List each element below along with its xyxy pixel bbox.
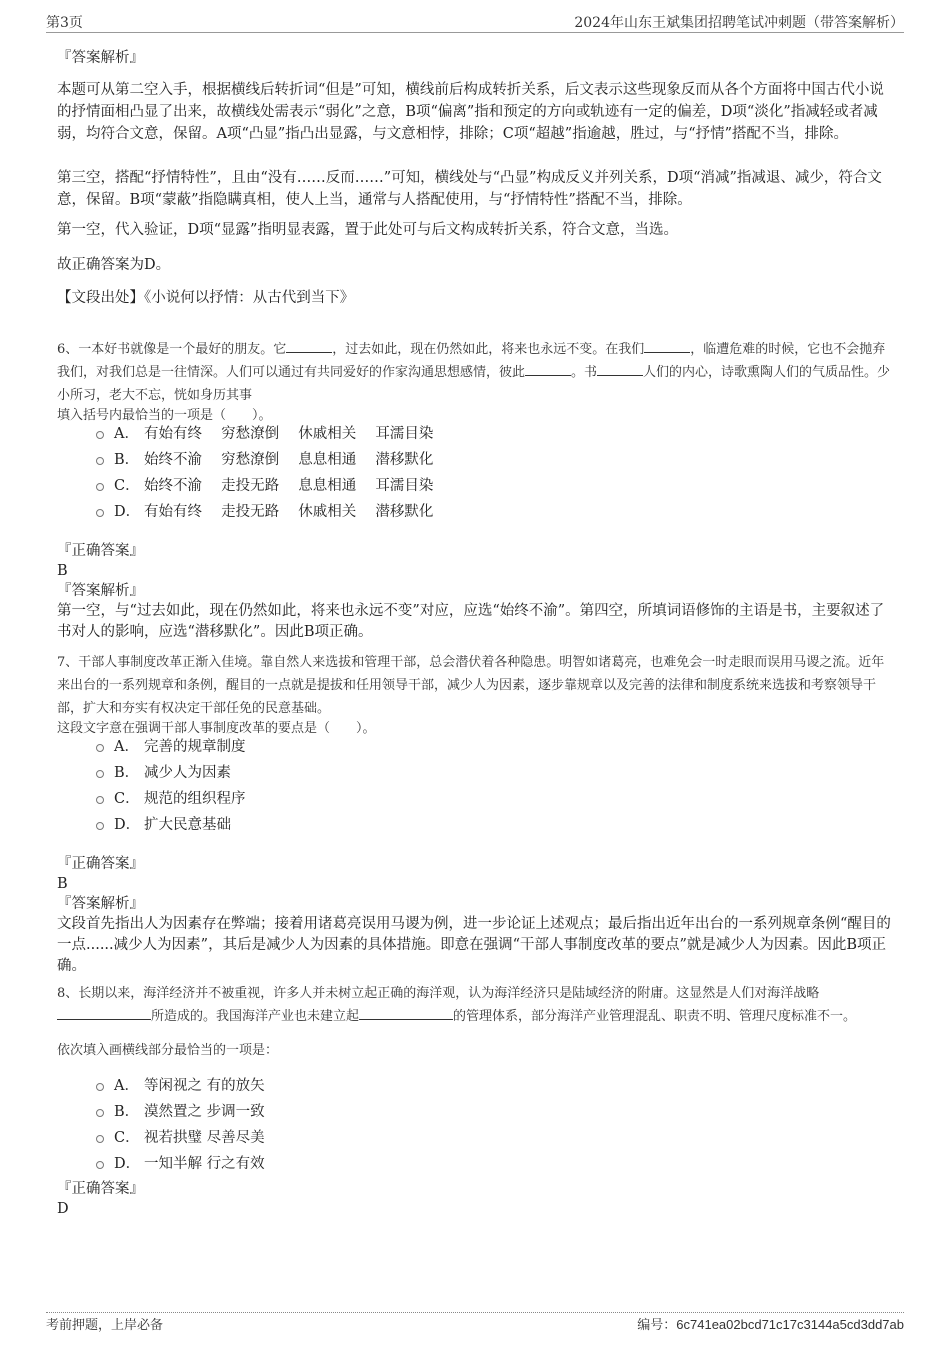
q8-option-b[interactable]: B． 漠然置之 步调一致 (96, 1097, 265, 1123)
q5-answer-conclusion: 故正确答案为D。 (57, 257, 171, 273)
q6-options (96, 419, 433, 523)
footer-code (637, 1314, 904, 1333)
q8-option-c[interactable]: C． 视若拱璧 尽善尽美 (96, 1123, 265, 1149)
q7-analysis-label: 『答案解析』 (57, 896, 144, 912)
radio-icon[interactable] (96, 457, 104, 465)
q7-prompt: 这段文字意在强调干部人事制度改革的要点是（ ）。 (57, 721, 376, 736)
radio-icon[interactable] (96, 483, 104, 491)
q5-analysis-label: 『答案解析』 (57, 50, 144, 66)
q7-option-a[interactable]: A． 完善的规章制度 (96, 732, 246, 758)
q8-prompt: 依次填入画横线部分最恰当的一项是： (57, 1043, 279, 1058)
q7-question: 7、干部人事制度改革正渐入佳境。靠自然人来选拔和管理干部，总会潜伏着各种隐患。明智如诸葛亮，也难免会一时走眼而误用马谡之流。近年来出台的一系列规章和条例，醒目的一点就是提拔和任用领导干部，减少人为因素，逐步靠规章以及完善的法律和制度系统来选拔和考察领导干部，扩大和夯实有权决定干部任免的民意基础。 这段文字意在强调干部人事制度改革的要点是（ ）。 (57, 651, 893, 738)
q6-answer-block (57, 541, 893, 643)
footer-divider (46, 1312, 904, 1313)
q8-option-d[interactable]: D． 一知半解 行之有效 (96, 1149, 265, 1175)
q6-answer-label: 『正确答案』 (57, 543, 144, 559)
q7-option-b[interactable]: B． 减少人为因素 (96, 758, 246, 784)
q6-option-b[interactable]: B． 始终不渝 穷愁潦倒 息息相通 潜移默化 (96, 445, 433, 471)
document-title: 2024年山东王斌集团招聘笔试冲刺题（带答案解析） (574, 15, 904, 31)
q8-answer-block (57, 1179, 893, 1219)
q7-options (96, 732, 246, 836)
radio-icon[interactable] (96, 431, 104, 439)
q6-option-a[interactable]: A． 有始有终 穷愁潦倒 休戚相关 耳濡目染 (96, 419, 433, 445)
page-number: 第3页 (46, 15, 83, 31)
q7-option-c[interactable]: C． 规范的组织程序 (96, 784, 246, 810)
q7-analysis: 文段首先指出人为因素存在弊端；接着用诸葛亮误用马谡为例，进一步论证上述观点；最后指出近年出台的一系列规章条例“醒目的一点......减少人为因素”，其后是减少人为因素的具体措施。即意在强调“干部人事制度改革的要点”就是减少人为因素。因此B项正确。 (57, 916, 891, 974)
q6-question: 6、一本好书就像是一个最好的朋友。它 ，过去如此，现在仍然如此，将来也永远不变。在我们 ，临遭危难的时候，它也不会抛弃我们，对我们总是一往情深。人们可以通过有共同爱好的作家沟通思想感情，彼此 。书 人们的内心，诗歌熏陶人们的气质品性。少小所习，老大不忘，恍如身历其事 填入括号内最恰当的一项是（ ）。 (57, 338, 893, 425)
footer-slogan: 考前押题，上岸必备 (46, 1318, 164, 1333)
radio-icon[interactable] (96, 744, 104, 752)
radio-icon[interactable] (96, 509, 104, 517)
q8-option-a[interactable]: A． 等闲视之 有的放矢 (96, 1071, 265, 1097)
radio-icon[interactable] (96, 1161, 104, 1169)
q6-option-d[interactable]: D． 有始有终 走投无路 休戚相关 潜移默化 (96, 497, 433, 523)
q7-option-d[interactable]: D． 扩大民意基础 (96, 810, 246, 836)
q8-question: 8、长期以来，海洋经济并不被重视，许多人并未树立起正确的海洋观，认为海洋经济只是陆域经济的附庸。这显然是人们对海洋战略所造成的。我国海洋产业也未建立起 的管理体系，部分海洋产业管理混乱、职责不明、管理尺度标准不一。 (57, 986, 857, 1024)
q6-answer: B (57, 563, 68, 579)
radio-icon[interactable] (96, 770, 104, 778)
radio-icon[interactable] (96, 822, 104, 830)
footer-code-label: 编号： (637, 1318, 677, 1333)
radio-icon[interactable] (96, 796, 104, 804)
q7-answer: B (57, 876, 68, 892)
q8-options (96, 1071, 265, 1175)
q5-analysis-para1: 本题可从第二空入手，根据横线后转折词“但是”可知，横线前后构成转折关系，后文表示这些现象反而从各个方面将中国古代小说的抒情面相凸显了出来，故横线处需表示“弱化”之意，B项“偏离”指和预定的方向或轨迹有一定的偏差，D项“淡化”指减轻或者减弱，均符合文意，保留。A项“凸显”指凸出显露，与文意相悖，排除；C项“超越”指逾越，胜过，与“抒情”搭配不当，排除。 (57, 82, 884, 142)
footer-code-value: 6c741ea02bcd71c17c3144a5cd3dd7ab (676, 1317, 904, 1332)
q8-answer-label: 『正确答案』 (57, 1181, 144, 1197)
radio-icon[interactable] (96, 1083, 104, 1091)
q6-analysis: 第一空，与“过去如此，现在仍然如此，将来也永远不变”对应，应选“始终不渝”。第四空，所填词语修饰的主语是书，主要叙述了书对人的影响，应选“潜移默化”。因此B项正确。 (57, 603, 885, 640)
header-divider (46, 32, 904, 33)
q5-analysis-para3: 第一空，代入验证，D项“显露”指明显表露，置于此处可与后文构成转折关系，符合文意，当选。 (57, 222, 678, 238)
radio-icon[interactable] (96, 1109, 104, 1117)
q7-answer-block (57, 854, 893, 977)
q6-prompt: 填入括号内最恰当的一项是（ ）。 (57, 408, 272, 423)
radio-icon[interactable] (96, 1135, 104, 1143)
q8-answer: D (57, 1201, 69, 1217)
q6-option-c[interactable]: C． 始终不渝 走投无路 息息相通 耳濡目染 (96, 471, 433, 497)
q5-source: 【文段出处】《小说何以抒情：从古代到当下》 (57, 290, 355, 306)
q5-analysis-para2: 第三空，搭配“抒情特性”，且由“没有……反而……”可知，横线处与“凸显”构成反义并列关系，D项“消减”指减退、减少，符合文意，保留。B项“蒙蔽”指隐瞒真相，使人上当，通常与人搭配使用，与“抒情特性”搭配不当，排除。 (57, 170, 882, 208)
q7-answer-label: 『正确答案』 (57, 856, 144, 872)
q6-analysis-label: 『答案解析』 (57, 583, 144, 599)
